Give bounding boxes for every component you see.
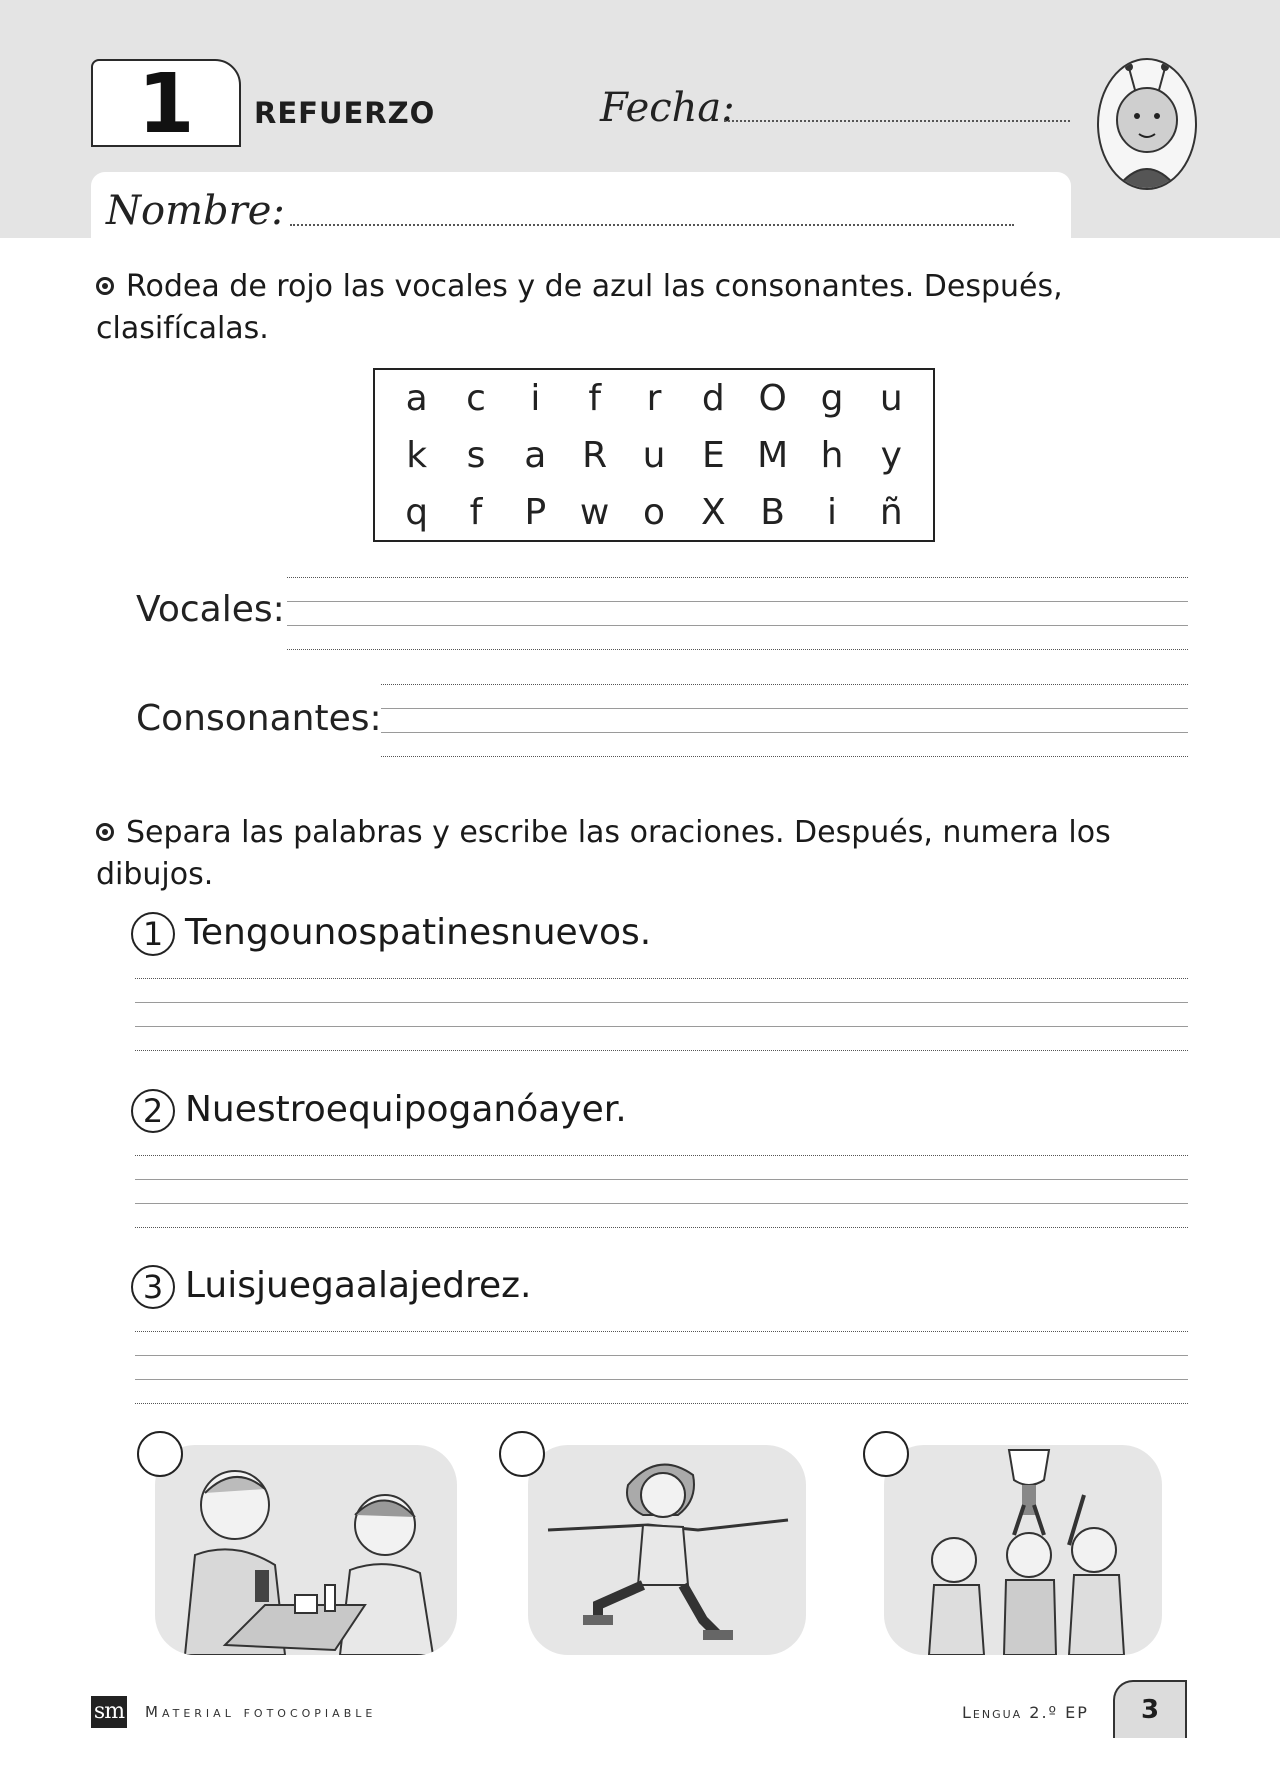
- letter-cell[interactable]: h: [820, 435, 844, 476]
- sentence-2: [131, 1089, 627, 1133]
- bullet-icon: [96, 277, 114, 295]
- letter-cell[interactable]: o: [642, 492, 665, 533]
- mascot-avatar-icon: [1097, 58, 1197, 190]
- letter-cell[interactable]: E: [701, 435, 725, 476]
- letter-cell[interactable]: r: [646, 378, 662, 419]
- letter-cell[interactable]: s: [466, 435, 486, 476]
- skating-girl-drawing: [528, 1445, 806, 1655]
- sentence-3: [131, 1265, 532, 1309]
- date-label: Fecha:: [600, 85, 735, 131]
- letter-cell[interactable]: c: [466, 378, 486, 419]
- sentence-text: Nuestroequipoganóayer.: [185, 1089, 627, 1130]
- sentence-number: 1: [131, 912, 175, 956]
- letter-cell[interactable]: a: [524, 435, 547, 476]
- letter-cell[interactable]: d: [701, 378, 725, 419]
- letter-cell[interactable]: B: [760, 492, 785, 533]
- drawing-number-circle-3[interactable]: [863, 1431, 909, 1477]
- footer-subject: Lengua 2.º EP: [962, 1703, 1089, 1722]
- letter-cell[interactable]: w: [579, 492, 610, 533]
- letter-cell[interactable]: ñ: [879, 492, 903, 533]
- unit-number-box: 1: [91, 59, 241, 147]
- letter-cell[interactable]: i: [530, 378, 541, 419]
- sentence-text: Luisjuegaalajedrez.: [185, 1265, 532, 1306]
- name-field[interactable]: [290, 224, 1014, 226]
- section-title: REFUERZO: [254, 96, 436, 130]
- letter-cell[interactable]: R: [582, 435, 608, 476]
- drawing-number-circle-2[interactable]: [499, 1431, 545, 1477]
- letter-cell[interactable]: k: [406, 435, 428, 476]
- name-label: Nombre:: [106, 188, 285, 234]
- chess-players-drawing: [155, 1445, 457, 1655]
- consonants-label: Consonantes:: [136, 698, 382, 739]
- letter-cell[interactable]: a: [405, 378, 428, 419]
- sentence-number: 3: [131, 1265, 175, 1309]
- letter-cell[interactable]: O: [758, 378, 787, 419]
- letter-cell[interactable]: X: [700, 492, 726, 533]
- sentence-number: 2: [131, 1089, 175, 1133]
- date-field[interactable]: [724, 120, 1070, 122]
- letter-cell[interactable]: P: [524, 492, 547, 533]
- footer-copyright-note: Material fotocopiable: [145, 1703, 377, 1721]
- letter-cell[interactable]: f: [469, 492, 483, 533]
- sentence-text: Tengounospatinesnuevos.: [185, 912, 652, 953]
- exercise1-instruction: Rodea de rojo las vocales y de azul las consonantes. Después, clasifícalas.: [96, 269, 1063, 346]
- letter-cell[interactable]: i: [826, 492, 837, 533]
- letter-cell[interactable]: f: [588, 378, 601, 419]
- letter-cell[interactable]: M: [757, 435, 789, 476]
- letter-cell[interactable]: u: [879, 378, 903, 419]
- letter-cell[interactable]: g: [820, 378, 844, 419]
- sentence-1: [131, 912, 651, 956]
- drawing-number-circle-1[interactable]: [137, 1431, 183, 1477]
- letter-cell[interactable]: y: [880, 435, 902, 476]
- exercise2-instruction: Separa las palabras y escribe las oraciones. Después, numera los dibujos.: [96, 815, 1111, 892]
- trophy-team-drawing: [884, 1445, 1162, 1655]
- bullet-icon: [96, 823, 114, 841]
- vowels-label: Vocales:: [136, 589, 285, 630]
- page-number: 3: [1113, 1680, 1187, 1738]
- letter-cell[interactable]: u: [642, 435, 666, 476]
- letter-grid: [373, 368, 935, 542]
- letter-cell[interactable]: q: [405, 492, 429, 533]
- publisher-logo: sm: [91, 1696, 127, 1728]
